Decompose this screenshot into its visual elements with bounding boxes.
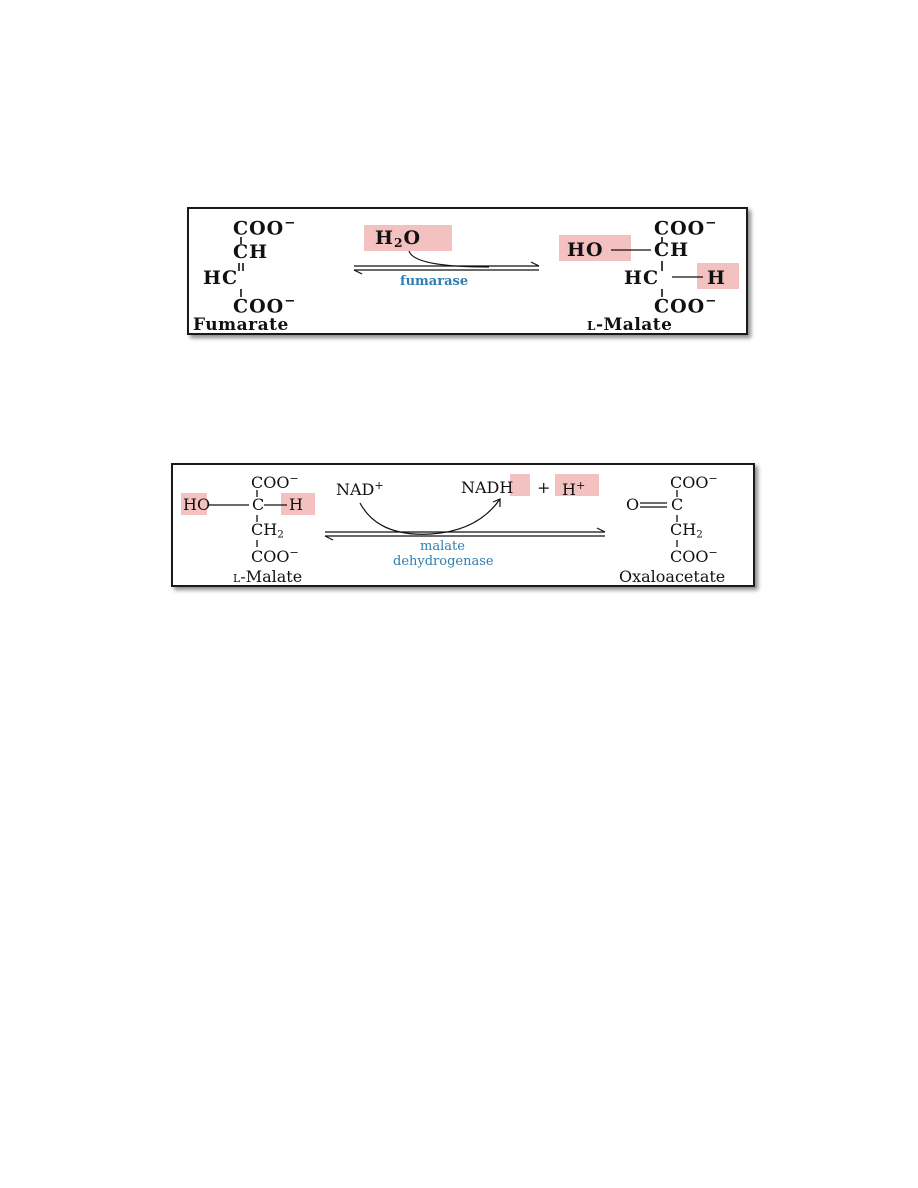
malate2-central-carbon: C bbox=[252, 495, 265, 514]
oxaloacetate-carbonyl-carbon: C bbox=[671, 495, 684, 514]
fumarase-reaction-panel bbox=[187, 207, 748, 335]
l-prefix: l bbox=[587, 315, 596, 335]
malate2-hydroxyl: HO bbox=[183, 495, 211, 514]
fumarase-enzyme-label: fumarase bbox=[400, 274, 469, 289]
oxaloacetate-label: Oxaloacetate bbox=[619, 567, 726, 586]
malate2-top-coo: COO bbox=[251, 473, 290, 493]
nad-text: NAD bbox=[336, 480, 375, 500]
nadh-h: H bbox=[499, 478, 514, 497]
fumarate-bottom-coo: COO bbox=[233, 295, 285, 318]
nad-charge: + bbox=[374, 479, 384, 492]
fumarate-bottom-charge: − bbox=[284, 294, 297, 309]
oxalo-ch: CH bbox=[670, 520, 697, 539]
fumarate-top-charge: − bbox=[284, 216, 297, 231]
enzyme-label-line1: malate bbox=[420, 539, 465, 554]
fumarate-top-coo: COO bbox=[233, 217, 285, 240]
enzyme-label-line2: dehydrogenase bbox=[393, 554, 494, 569]
water-curve-arrow bbox=[409, 251, 489, 267]
oxaloacetate-oxygen: O bbox=[626, 495, 640, 514]
malate-bottom-coo: COO bbox=[654, 295, 706, 318]
water-subscript: 2 bbox=[393, 235, 404, 251]
nad-curve-arrow bbox=[360, 499, 500, 534]
fumarate-label: Fumarate bbox=[193, 315, 289, 335]
oxalo-top-coo: COO bbox=[670, 473, 709, 493]
water-o: O bbox=[403, 227, 422, 249]
fumarate-hc: HC bbox=[203, 267, 239, 289]
malate-ch: CH bbox=[654, 239, 690, 261]
l2-prefix: l bbox=[233, 567, 241, 586]
forward-arrow-head bbox=[531, 262, 539, 266]
proton-charge: + bbox=[575, 479, 586, 492]
malate2-ch: CH bbox=[251, 520, 278, 539]
malate2-bottom-charge: − bbox=[289, 546, 299, 559]
l-malate2-name: -Malate bbox=[240, 567, 303, 586]
reverse-arrow-head bbox=[354, 270, 362, 274]
oxalo-bottom-charge: − bbox=[708, 546, 718, 559]
plus-sign: + bbox=[537, 478, 551, 497]
malate2-top-charge: − bbox=[289, 472, 299, 485]
reaction1-bonds-and-arrows bbox=[189, 209, 750, 337]
oxalo-ch-subscript: 2 bbox=[696, 528, 703, 541]
proton-h: H bbox=[562, 480, 576, 500]
malate-added-hydrogen: H bbox=[707, 267, 726, 289]
oxalo-top-charge: − bbox=[708, 472, 718, 485]
oxalo-bottom-coo: COO bbox=[670, 547, 709, 567]
nadh-base: NAD bbox=[461, 478, 500, 497]
l-malate-name: -Malate bbox=[595, 315, 673, 335]
reaction2-bonds-and-arrows bbox=[173, 465, 757, 589]
fumarate-ch: CH bbox=[233, 241, 269, 263]
malate-top-coo: COO bbox=[654, 217, 706, 240]
malate-dehydrogenase-reaction-panel bbox=[171, 463, 755, 587]
malate2-ch-subscript: 2 bbox=[277, 528, 284, 541]
malate-hc: HC bbox=[624, 267, 660, 289]
water-h: H bbox=[375, 227, 394, 249]
malate-top-charge: − bbox=[705, 216, 718, 231]
malate2-bottom-coo: COO bbox=[251, 547, 290, 567]
malate2-hydrogen: H bbox=[289, 495, 303, 514]
malate-bottom-charge: − bbox=[705, 294, 718, 309]
malate-hydroxyl: HO bbox=[567, 239, 604, 261]
